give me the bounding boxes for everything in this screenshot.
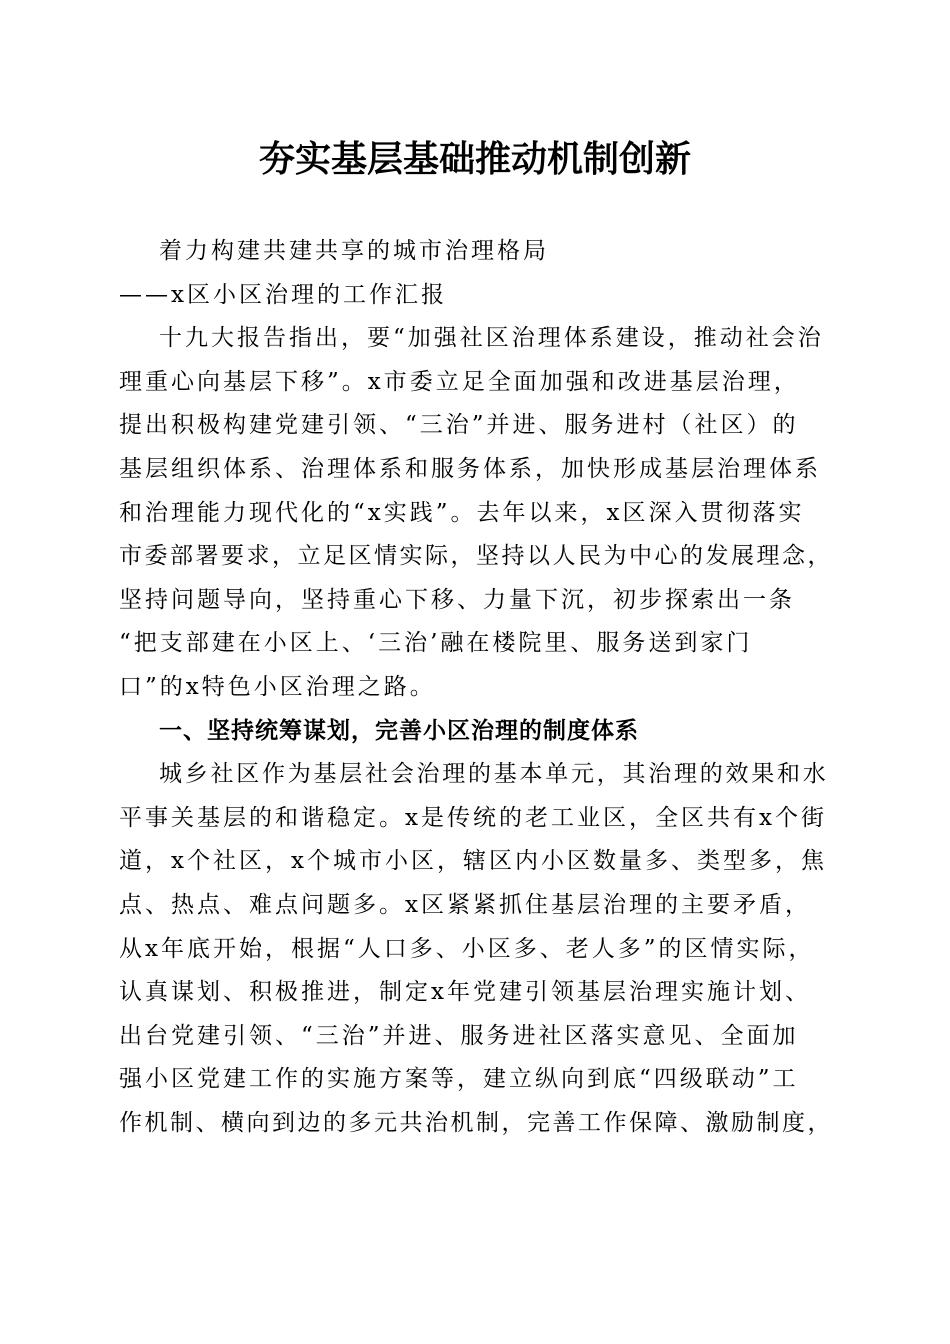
paragraph2-line: 城乡社区作为基层社会治理的基本单元，其治理的效果和水 <box>159 761 829 788</box>
paragraph2-line: 道，x个社区，x个城市小区，辖区内小区数量多、类型多，焦 <box>119 848 827 875</box>
paragraph1-line: 坚持问题导向，坚持重心下移、力量下沉，初步探索出一条 <box>119 586 795 613</box>
paragraph2-line: 出台党建引领、“三治”并进、服务进社区落实意见、全面加 <box>119 1022 799 1049</box>
paragraph2-line: 从x年底开始，根据“人口多、小区多、老人多”的区情实际， <box>119 935 815 962</box>
paragraph1-line: 市委部署要求，立足区情实际，坚持以人民为中心的发展理念， <box>119 543 833 570</box>
paragraph1-line: 和治理能力现代化的“x实践”。去年以来，x区深入贯彻落实 <box>119 499 805 526</box>
document-body <box>119 230 834 1145</box>
paragraph2-line: 平事关基层的和谐稳定。x是传统的老工业区，全区共有x个街 <box>119 804 827 831</box>
paragraph1-line: 理重心向基层下移”。x市委立足全面加强和改进基层治理， <box>119 368 800 395</box>
paragraph2-line: 作机制、横向到边的多元共治机制，完善工作保障、激励制度， <box>119 1109 833 1136</box>
paragraph1-line: 十九大报告指出，要“加强社区治理体系建设，推动社会治 <box>159 325 824 352</box>
paragraph1-line: 提出积极构建党建引领、“三治”并进、服务进村（社区）的 <box>119 412 799 439</box>
paragraph1-line: 基层组织体系、治理体系和服务体系，加快形成基层治理体系 <box>119 455 821 482</box>
document-title: 夯实基层基础推动机制创新 <box>258 139 691 180</box>
paragraph2-line: 认真谋划、积极推进，制定x年党建引领基层治理实施计划、 <box>119 979 811 1006</box>
section1-heading: 一、坚持统筹谋划，完善小区治理的制度体系 <box>159 717 639 744</box>
paragraph2-line: 强小区党建工作的实施方案等，建立纵向到底“四级联动”工 <box>119 1066 799 1093</box>
paragraph2-line: 点、热点、难点问题多。x区紧紧抓住基层治理的主要矛盾， <box>119 891 811 918</box>
paragraph1-line: “把支部建在小区上、‘三治’融在楼院里、服务送到家门 <box>119 630 753 657</box>
subtitle-line: 着力构建共建共享的城市治理格局 <box>159 238 549 264</box>
report-name-line: ——x区小区治理的工作汇报 <box>119 281 447 308</box>
paragraph1-line: 口”的x特色小区治理之路。 <box>119 673 436 700</box>
